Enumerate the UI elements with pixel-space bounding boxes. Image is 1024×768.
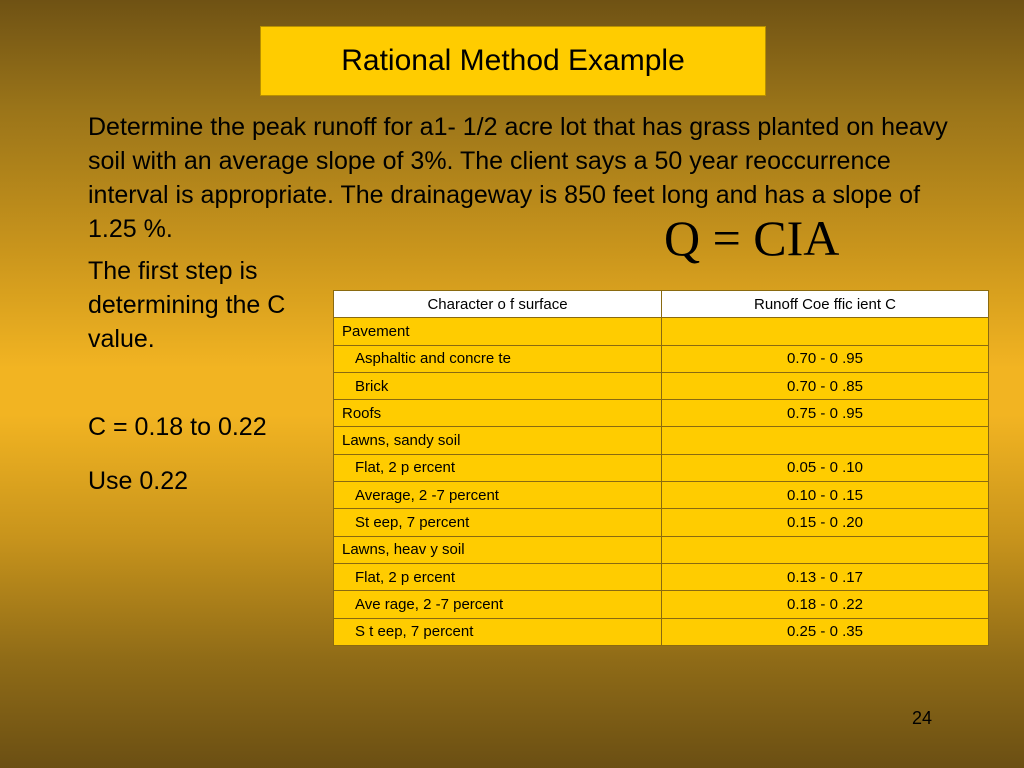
runoff-coefficient-table: [333, 290, 989, 646]
surface-cell: Brick: [334, 372, 662, 399]
coefficient-cell: 0.70 - 0 .95: [662, 345, 989, 372]
coefficient-cell: [662, 427, 989, 454]
coefficient-cell: 0.13 - 0 .17: [662, 563, 989, 590]
coefficient-cell: 0.15 - 0 .20: [662, 509, 989, 536]
table-row: [334, 345, 989, 372]
coefficient-cell: 0.70 - 0 .85: [662, 372, 989, 399]
surface-cell: Lawns, heav y soil: [334, 536, 662, 563]
use-value-text: Use 0.22: [88, 467, 189, 495]
surface-cell: St eep, 7 percent: [334, 509, 662, 536]
surface-cell: Asphaltic and concre te: [334, 345, 662, 372]
table-row: [334, 400, 989, 427]
problem-statement: Determine the peak runoff for a1- 1/2 acre lot that has grass planted on heavy soil with an average slope of 3%. The client says a 50 year reoccurrence interval is appropriate. The drainageway is 850 feet long and has a slope of 1.25 %.: [88, 113, 948, 243]
page-number: 24: [912, 708, 933, 728]
slide-title-box: [260, 26, 766, 96]
slide-title: Rational Method Example: [341, 44, 685, 77]
coefficient-cell: 0.05 - 0 .10: [662, 454, 989, 481]
coefficient-cell: [662, 318, 989, 345]
table-row: [334, 318, 989, 345]
table-row: [334, 454, 989, 481]
table-row: [334, 591, 989, 618]
first-step-text: The first step is determining the C value.: [88, 257, 286, 353]
c-range-text: C = 0.18 to 0.22: [88, 413, 267, 441]
table-row: [334, 563, 989, 590]
surface-cell: Ave rage, 2 -7 percent: [334, 591, 662, 618]
rational-formula: Q = CIA: [664, 210, 840, 266]
surface-cell: Pavement: [334, 318, 662, 345]
table-row: [334, 536, 989, 563]
table-header-row: [334, 291, 989, 318]
coefficient-cell: 0.25 - 0 .35: [662, 618, 989, 645]
table-row: [334, 482, 989, 509]
coefficient-cell: [662, 536, 989, 563]
table-row: [334, 618, 989, 645]
coefficient-cell: 0.18 - 0 .22: [662, 591, 989, 618]
surface-cell: Roofs: [334, 400, 662, 427]
coefficient-cell: 0.75 - 0 .95: [662, 400, 989, 427]
surface-cell: Lawns, sandy soil: [334, 427, 662, 454]
column-header-surface: Character o f surface: [334, 291, 662, 318]
table-row: [334, 427, 989, 454]
coefficient-cell: 0.10 - 0 .15: [662, 482, 989, 509]
surface-cell: Average, 2 -7 percent: [334, 482, 662, 509]
surface-cell: S t eep, 7 percent: [334, 618, 662, 645]
surface-cell: Flat, 2 p ercent: [334, 563, 662, 590]
table-row: [334, 372, 989, 399]
table-row: [334, 509, 989, 536]
column-header-coefficient: Runoff Coe ffic ient C: [662, 291, 989, 318]
surface-cell: Flat, 2 p ercent: [334, 454, 662, 481]
